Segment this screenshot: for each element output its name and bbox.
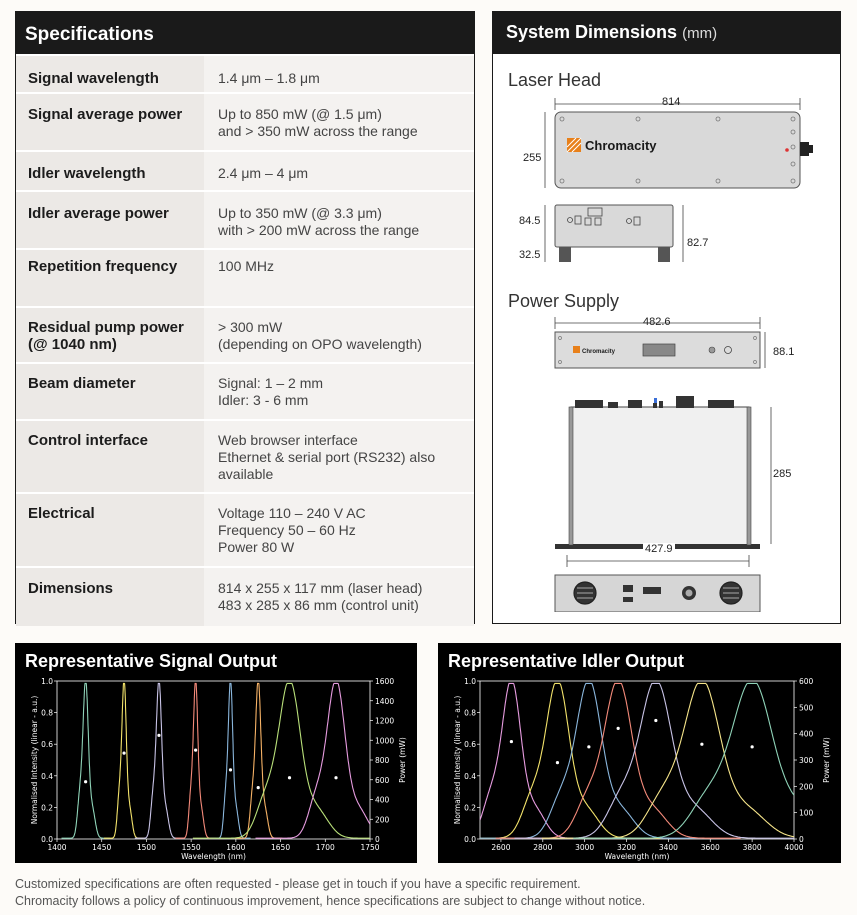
spec-row bbox=[16, 190, 474, 248]
laser-head-foot-height-label: 32.5 bbox=[519, 249, 541, 261]
spec-value-cell bbox=[204, 94, 474, 150]
spectrum-line-3340-nm bbox=[515, 683, 795, 838]
x-tick-label: 3400 bbox=[658, 843, 678, 852]
spec-label: Signal wavelength bbox=[28, 70, 159, 87]
y2-tick-label: 500 bbox=[799, 703, 814, 713]
power-point-3800-nm bbox=[751, 745, 754, 748]
footer-note-policy: Chromacity follows a policy of continuous improvement, hence specifications are subject to change without notice. bbox=[15, 894, 646, 908]
x-tick-label: 1500 bbox=[136, 843, 156, 852]
power-point-1432-nm bbox=[84, 780, 87, 783]
power-point-1594-nm bbox=[229, 768, 232, 771]
laser-head-title: Laser Head bbox=[508, 70, 602, 90]
y-tick-label: 1.0 bbox=[464, 677, 476, 686]
y2-tick-label: 100 bbox=[799, 808, 814, 818]
spec-label-cell bbox=[16, 308, 204, 362]
spec-label-cell bbox=[16, 568, 204, 626]
spec-row bbox=[16, 419, 474, 492]
spectrum-line-1625-nm bbox=[234, 683, 282, 838]
spec-row bbox=[16, 492, 474, 566]
y-axis-label: Normalised Intensity (linear - a.u.) bbox=[453, 695, 462, 825]
spec-value: Up to 350 mW (@ 3.3 μm) with > 200 mW across the range bbox=[218, 205, 420, 238]
y2-tick-label: 200 bbox=[375, 815, 390, 825]
spec-row bbox=[16, 566, 474, 626]
y2-tick-label: 400 bbox=[799, 729, 814, 739]
spectrum-line-1660-nm bbox=[193, 683, 370, 838]
spec-label: Idler average power bbox=[28, 205, 169, 222]
y-tick-label: 1.0 bbox=[41, 677, 53, 686]
x-tick-label: 3000 bbox=[575, 843, 595, 852]
signal-output-title: Representative Signal Output bbox=[25, 651, 278, 671]
signal-output-chart bbox=[15, 643, 417, 863]
spec-row bbox=[16, 150, 474, 190]
power-point-1660-nm bbox=[288, 776, 291, 779]
spec-value: 1.4 μm – 1.8 μm bbox=[218, 70, 320, 86]
x-tick-label: 1600 bbox=[226, 843, 246, 852]
y-tick-label: 0.6 bbox=[464, 740, 476, 750]
x-axis-label: Wavelength (nm) bbox=[604, 852, 670, 861]
spec-label: Residual pump power (@ 1040 nm) bbox=[28, 319, 184, 353]
x-tick-label: 3800 bbox=[742, 843, 762, 852]
y-axis-label: Normalised Intensity (linear - a.u.) bbox=[30, 695, 39, 825]
y2-tick-label: 1200 bbox=[375, 716, 395, 726]
power-point-2870-nm bbox=[556, 761, 559, 764]
power-supply-title: Power Supply bbox=[508, 291, 620, 311]
power-point-1625-nm bbox=[257, 786, 260, 789]
power-supply-inner-width-label: 427.9 bbox=[645, 543, 673, 555]
idler-output-chart bbox=[438, 643, 841, 863]
system-dimensions-header bbox=[493, 12, 840, 54]
connector-icon bbox=[800, 142, 809, 156]
spec-label-cell bbox=[16, 152, 204, 190]
spec-value-cell bbox=[204, 421, 474, 492]
spectrum-line-1475-nm bbox=[104, 683, 144, 838]
idler-output-title: Representative Idler Output bbox=[448, 651, 685, 671]
spectrum-line-2870-nm bbox=[480, 683, 661, 838]
spectrum-line-1514-nm bbox=[135, 683, 183, 838]
x-tick-label: 1700 bbox=[315, 843, 335, 852]
spec-value-cell bbox=[204, 56, 474, 92]
spec-value-cell bbox=[204, 152, 474, 190]
y2-axis-label: Power (mW) bbox=[822, 737, 831, 783]
y-tick-label: 0.0 bbox=[41, 835, 53, 844]
x-tick-label: 4000 bbox=[784, 843, 804, 852]
laser-head-width-label: 814 bbox=[662, 96, 681, 108]
spec-label-cell bbox=[16, 364, 204, 419]
y-tick-label: 0.6 bbox=[41, 740, 53, 750]
y2-tick-label: 200 bbox=[799, 782, 814, 792]
laser-head-total-height-label: 82.7 bbox=[687, 237, 709, 249]
system-dimensions-panel bbox=[492, 11, 841, 624]
power-point-3020-nm bbox=[587, 745, 590, 748]
spec-value: 814 x 255 x 117 mm (laser head) 483 x 285 x 86 mm (control unit) bbox=[218, 580, 423, 613]
spectrum-line-3020-nm bbox=[480, 683, 702, 838]
spec-row bbox=[16, 248, 474, 306]
spec-value: Up to 850 mW (@ 1.5 μm) and > 350 mW across the range bbox=[218, 106, 418, 139]
x-tick-label: 1650 bbox=[271, 843, 291, 852]
power-supply-width-label: 482.6 bbox=[643, 316, 671, 328]
x-tick-label: 2800 bbox=[533, 843, 553, 852]
system-dimensions-unit: (mm) bbox=[682, 25, 718, 42]
power-point-1475-nm bbox=[122, 751, 125, 754]
spec-label: Electrical bbox=[28, 505, 95, 522]
spec-value-cell bbox=[204, 250, 474, 306]
spec-row bbox=[16, 306, 474, 362]
laser-head-brand: Chromacity bbox=[585, 138, 657, 153]
x-tick-label: 1550 bbox=[181, 843, 201, 852]
y2-axis-label: Power (mW) bbox=[398, 737, 407, 783]
y2-tick-label: 600 bbox=[799, 677, 814, 686]
power-point-3160-nm bbox=[617, 727, 620, 730]
power-point-3560-nm bbox=[700, 743, 703, 746]
spec-label: Repetition frequency bbox=[28, 258, 178, 275]
spec-label-cell bbox=[16, 494, 204, 566]
x-axis-label: Wavelength (nm) bbox=[181, 852, 246, 861]
system-dimensions-title: System Dimensions bbox=[506, 22, 678, 42]
spec-value-cell bbox=[204, 364, 474, 419]
y2-tick-label: 400 bbox=[375, 795, 390, 805]
power-supply-depth-label: 285 bbox=[773, 468, 792, 480]
y2-tick-label: 300 bbox=[799, 756, 814, 765]
power-point-2650-nm bbox=[510, 740, 513, 743]
spec-label-cell bbox=[16, 94, 204, 150]
power-supply-logo-icon bbox=[573, 346, 580, 353]
y2-tick-label: 1000 bbox=[375, 736, 395, 746]
spec-row bbox=[16, 92, 474, 150]
spec-label-cell bbox=[16, 192, 204, 248]
spectrum-line-2650-nm bbox=[480, 683, 596, 838]
spec-value: > 300 mW (depending on OPO wavelength) bbox=[218, 319, 422, 352]
footer-note-custom: Customized specifications are often requested - please get in touch if you have a specific requirement. bbox=[15, 877, 581, 891]
idler-output-panel bbox=[438, 643, 841, 863]
y2-tick-label: 1600 bbox=[375, 677, 395, 686]
spectrum-line-1432-nm bbox=[62, 683, 110, 838]
power-supply-brand: Chromacity bbox=[582, 349, 616, 355]
spec-value: Voltage 110 – 240 V AC Frequency 50 – 60 Hz Power 80 W bbox=[218, 505, 366, 555]
spec-label: Idler wavelength bbox=[28, 165, 146, 182]
power-point-1712-nm bbox=[334, 776, 337, 779]
power-supply-front-height-label: 88.1 bbox=[773, 346, 795, 358]
spec-label: Signal average power bbox=[28, 106, 183, 123]
power-button-icon bbox=[709, 347, 715, 353]
power-point-1555-nm bbox=[194, 749, 197, 752]
spec-value: 2.4 μm – 4 μm bbox=[218, 165, 309, 181]
spectrum-line-3160-nm bbox=[496, 683, 741, 838]
specifications-panel bbox=[15, 11, 475, 624]
specifications-title: Specifications bbox=[16, 12, 474, 54]
spec-value: Signal: 1 – 2 mm Idler: 3 - 6 mm bbox=[218, 375, 324, 408]
y-tick-label: 0.4 bbox=[41, 771, 53, 781]
laser-head-height-label: 255 bbox=[523, 152, 542, 164]
spec-value-cell bbox=[204, 192, 474, 248]
spec-label: Control interface bbox=[28, 432, 149, 449]
x-tick-label: 1450 bbox=[92, 843, 112, 852]
y-tick-label: 0.4 bbox=[464, 771, 476, 781]
laser-head-side-view bbox=[555, 205, 673, 247]
spec-label: Dimensions bbox=[28, 580, 114, 597]
y-tick-label: 0.2 bbox=[464, 803, 476, 813]
y-tick-label: 0.2 bbox=[41, 803, 53, 813]
x-tick-label: 1750 bbox=[360, 843, 380, 852]
spec-value: 100 MHz bbox=[218, 258, 275, 274]
y-tick-label: 0.8 bbox=[464, 708, 476, 718]
y-tick-label: 0.0 bbox=[464, 835, 476, 844]
y2-tick-label: 800 bbox=[375, 756, 390, 765]
spec-value: Web browser interface Ethernet & serial port (RS232) also available bbox=[218, 432, 436, 482]
x-tick-label: 3200 bbox=[616, 843, 637, 852]
spec-row bbox=[16, 54, 474, 92]
spectrum-line-1594-nm bbox=[210, 683, 250, 838]
power-point-3340-nm bbox=[654, 719, 657, 722]
x-tick-label: 1400 bbox=[47, 843, 67, 852]
spec-row bbox=[16, 362, 474, 419]
y-tick-label: 0.8 bbox=[41, 708, 53, 718]
spec-value-cell bbox=[204, 494, 474, 566]
y2-tick-label: 0 bbox=[799, 835, 804, 844]
spec-label-cell bbox=[16, 421, 204, 492]
spec-value-cell bbox=[204, 308, 474, 362]
laser-head-side-height-label: 84.5 bbox=[519, 215, 541, 227]
display-icon bbox=[643, 344, 675, 356]
signal-output-panel bbox=[15, 643, 417, 863]
y2-tick-label: 600 bbox=[375, 775, 390, 785]
laser-head-drawing bbox=[493, 92, 840, 292]
y2-tick-label: 1400 bbox=[375, 696, 395, 706]
spec-label-cell bbox=[16, 56, 204, 92]
power-supply-top-view bbox=[571, 407, 749, 545]
spec-label-cell bbox=[16, 250, 204, 306]
spectrum-line-1555-nm bbox=[176, 683, 216, 838]
power-point-1514-nm bbox=[157, 734, 160, 737]
x-tick-label: 2600 bbox=[491, 843, 511, 852]
x-tick-label: 3600 bbox=[700, 843, 720, 852]
y2-tick-label: 0 bbox=[375, 835, 380, 844]
spec-value-cell bbox=[204, 568, 474, 626]
spec-label: Beam diameter bbox=[28, 375, 136, 392]
